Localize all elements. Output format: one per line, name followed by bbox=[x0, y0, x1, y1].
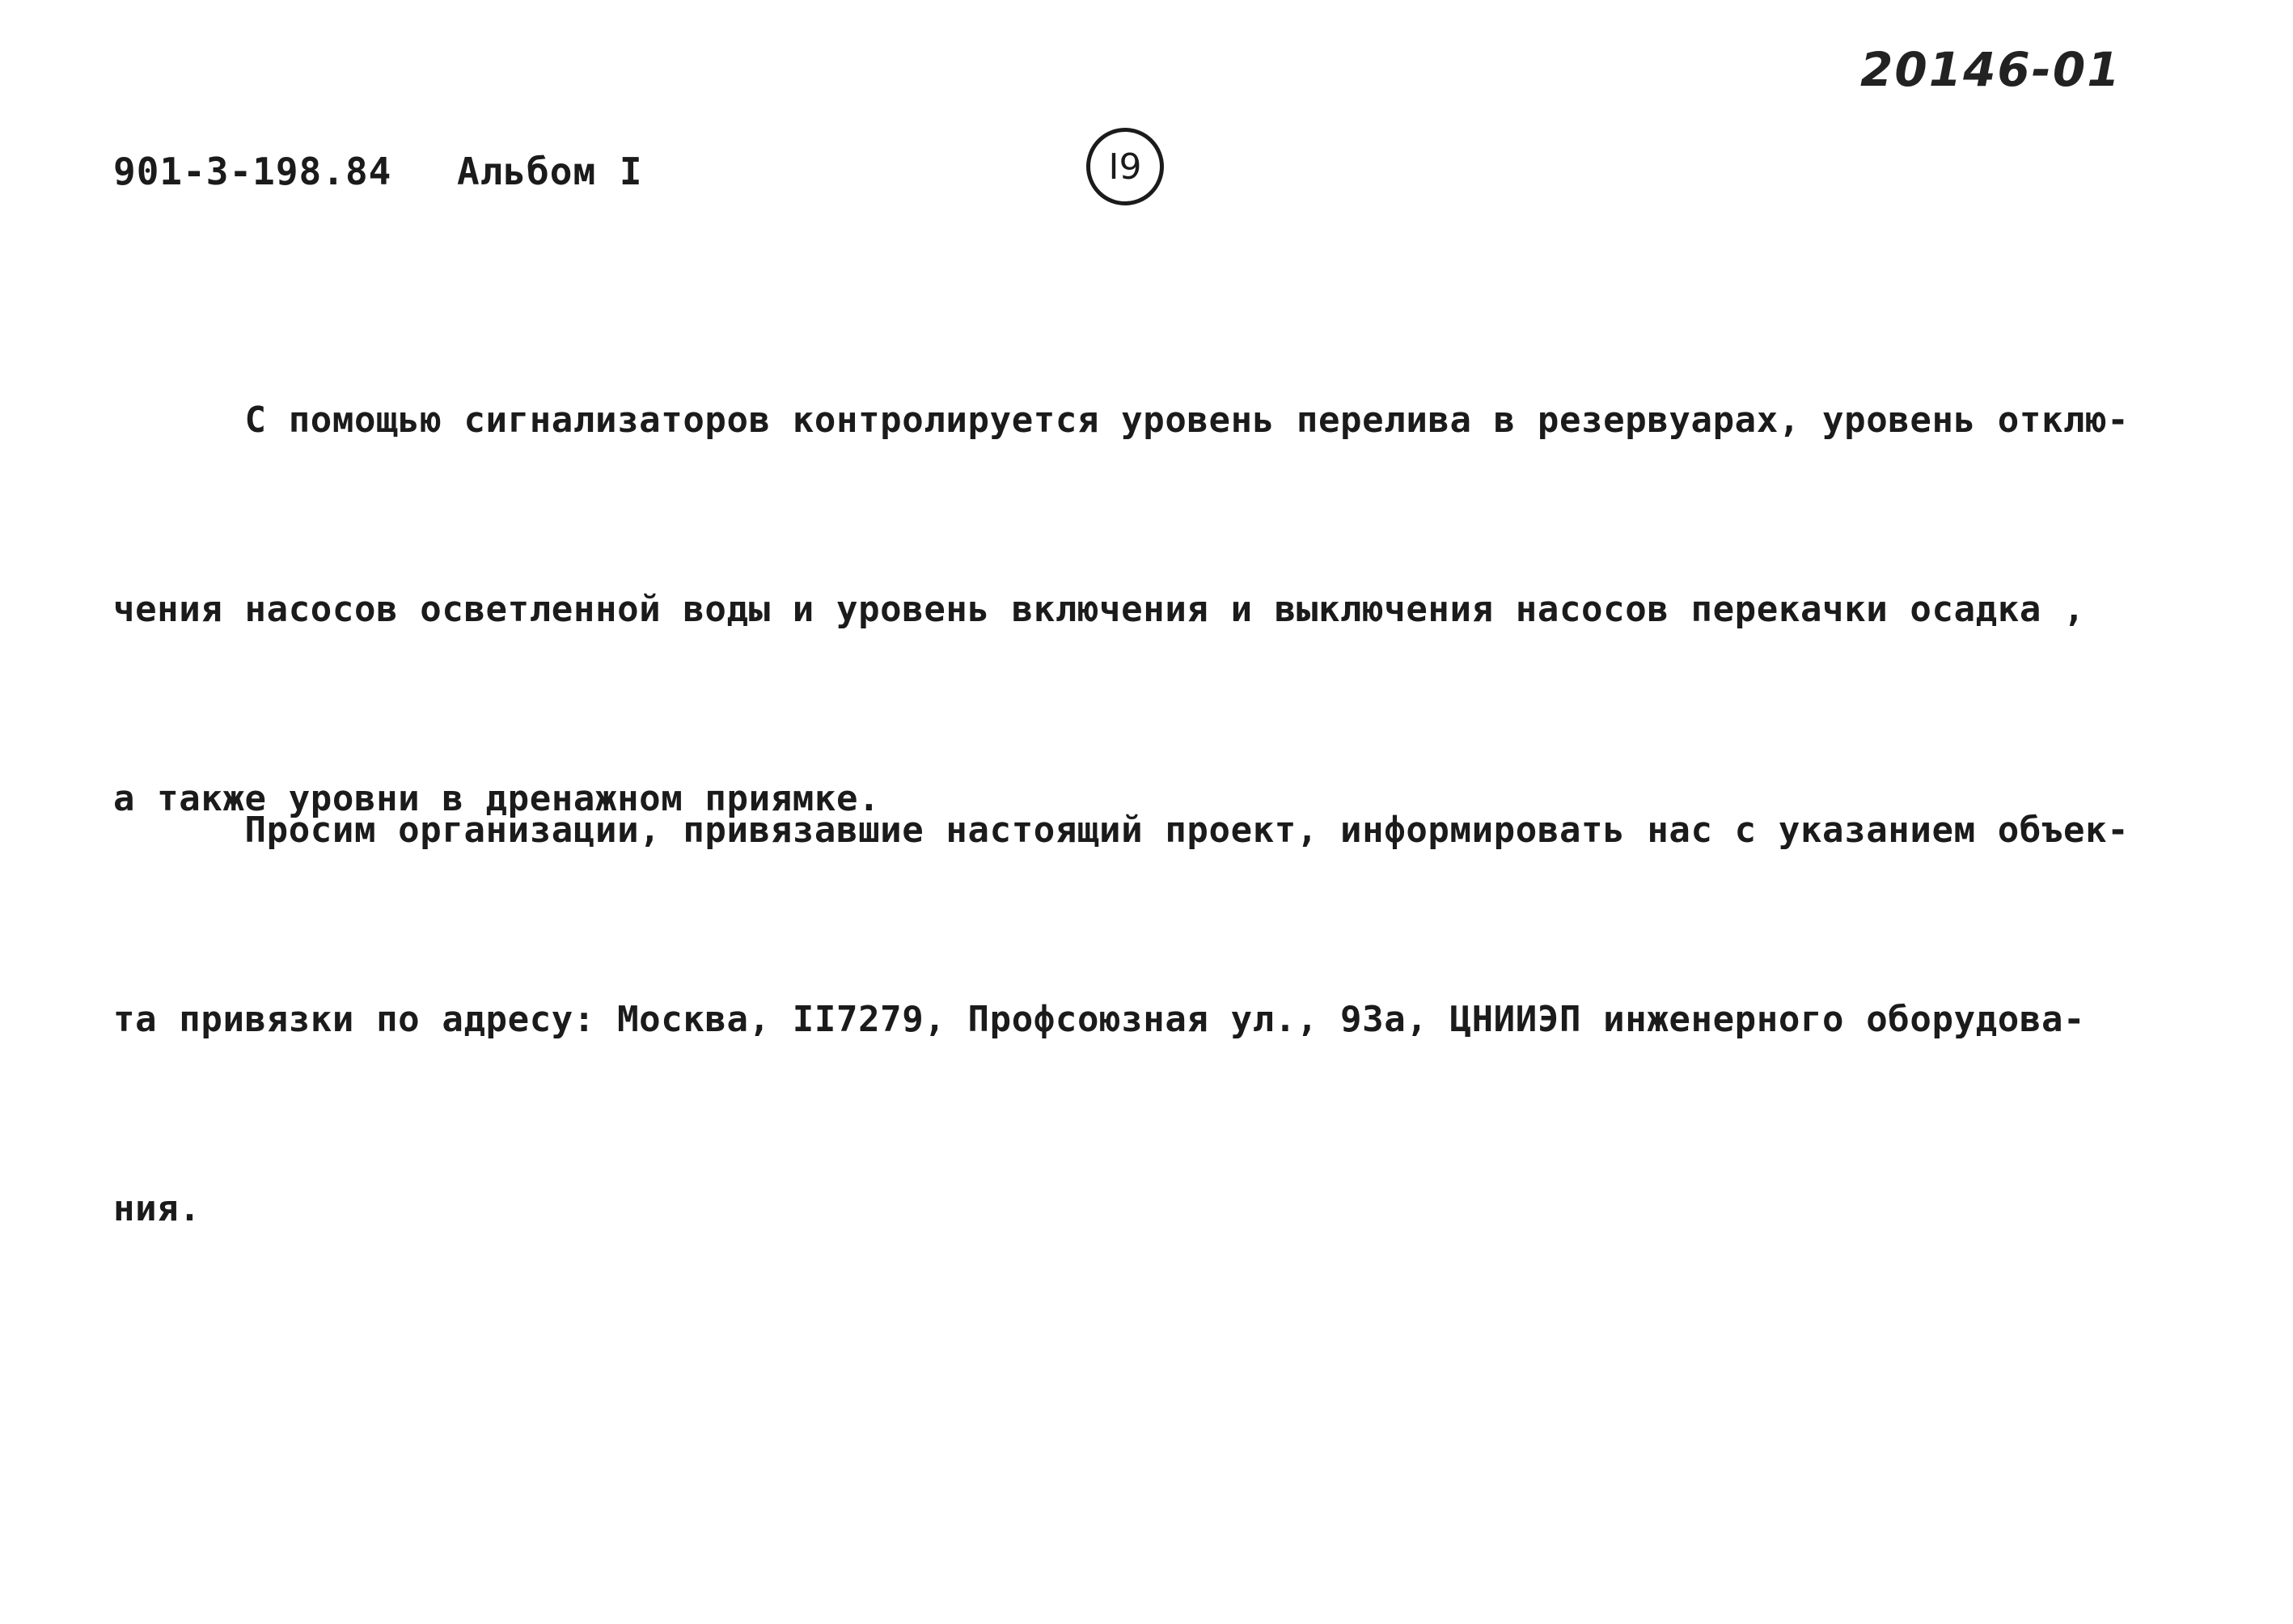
page-number: I9 bbox=[1108, 146, 1142, 188]
document-code: 901-3-198.84 bbox=[113, 150, 392, 193]
paragraph-line: чения насосов осветленной воды и уровень включения и выключения насосов перекачки осадка , bbox=[113, 589, 2086, 630]
paragraph-line: С помощью сигнализаторов контролируется уровень перелива в резервуарах, уровень отклю- bbox=[113, 400, 2130, 441]
paragraph-line: та привязки по адресу: Москва, II7279, Профсоюзная ул., 93а, ЦНИИЭП инженерного оборудова- bbox=[113, 999, 2086, 1040]
handwritten-archive-number: 20146-01 bbox=[1860, 42, 2122, 97]
album-label: Альбом I bbox=[457, 150, 643, 193]
page-number-circle bbox=[1086, 128, 1164, 205]
paragraph-line: а также уровни в дренажном приямке. bbox=[113, 778, 881, 819]
paragraph-line: Просим организации, привязавшие настоящий проект, информировать нас с указанием объек- bbox=[113, 810, 2130, 851]
paragraph-request bbox=[113, 673, 2216, 1367]
paragraph-line: ния. bbox=[113, 1188, 201, 1229]
